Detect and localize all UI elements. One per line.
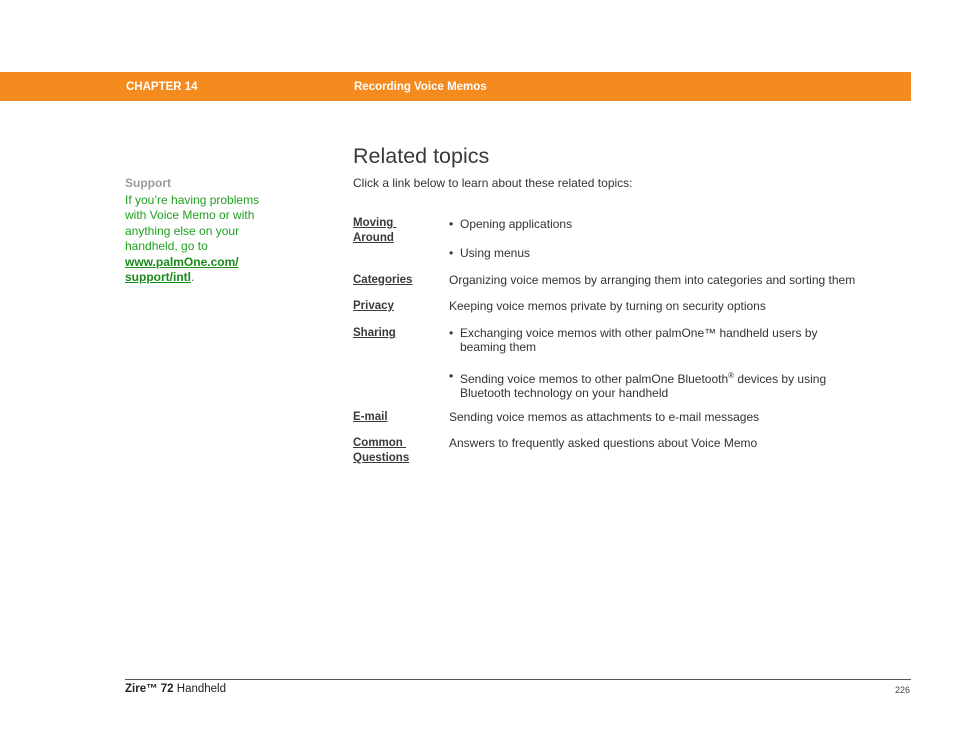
bullet-text-part: Sending voice memos to other palmOne Bluetooth — [460, 372, 729, 386]
footer-divider — [125, 679, 911, 680]
link-common-questions-line2: Questions — [353, 452, 410, 464]
bullet-text-part: devices by using — [734, 372, 827, 386]
support-link[interactable]: www.palmOne.com/ — [125, 254, 239, 269]
bullet-text: Using menus — [460, 246, 531, 260]
common-questions-description: Answers to frequently asked questions about Voice Memo — [449, 436, 758, 450]
support-text-line: If you’re having problems — [125, 192, 260, 207]
link-moving-around[interactable] — [353, 216, 433, 246]
intro-text: Click a link below to learn about these related topics: — [353, 176, 633, 190]
link-email[interactable]: E-mail — [353, 411, 388, 423]
footer-product-suffix: Handheld — [173, 683, 227, 695]
categories-description: Organizing voice memos by arranging them into categories and sorting them — [449, 273, 856, 287]
page-number: 226 — [895, 685, 911, 695]
bullet-dot: • — [449, 217, 454, 231]
support-text-line: handheld, go to — [125, 239, 208, 253]
bullet-text-line: Exchanging voice memos with other palmOne™ handheld users by — [460, 326, 818, 340]
support-period: . — [191, 270, 195, 284]
footer-product-name: Zire™ 72 — [125, 683, 174, 695]
bullet-item — [449, 217, 879, 231]
link-categories[interactable]: Categories — [353, 274, 413, 286]
link-moving-around-line2: Around — [353, 232, 394, 244]
link-common-questions[interactable] — [353, 436, 433, 466]
link-privacy[interactable]: Privacy — [353, 300, 394, 312]
page-title: Related topics — [353, 144, 490, 168]
email-description: Sending voice memos as attachments to e-mail messages — [449, 410, 760, 424]
footer-product — [125, 683, 226, 695]
bullet-dot: • — [449, 369, 454, 383]
support-heading: Support — [125, 176, 171, 190]
privacy-description: Keeping voice memos private by turning on security options — [449, 299, 766, 313]
bullet-text-line: beaming them — [460, 340, 537, 354]
bullet-item — [449, 369, 879, 400]
registered-mark: ® — [728, 371, 735, 380]
bullet-dot: • — [449, 246, 454, 260]
bullet-item — [449, 246, 879, 260]
bullet-item — [449, 326, 879, 354]
bullet-text-line — [449, 369, 879, 386]
link-sharing[interactable]: Sharing — [353, 327, 396, 339]
chapter-label: CHAPTER 14 — [126, 81, 198, 93]
bullet-text: Opening applications — [460, 217, 573, 231]
bullet-dot: • — [449, 326, 454, 340]
support-text-line: anything else on your — [125, 223, 240, 238]
support-text-line: with Voice Memo or with — [125, 208, 255, 222]
bullet-text-line: Bluetooth technology on your handheld — [460, 386, 669, 400]
link-common-questions-line1: Common — [353, 437, 407, 449]
chapter-header-bar — [0, 72, 911, 101]
link-moving-around-line1: Moving — [353, 217, 397, 229]
chapter-title: Recording Voice Memos — [354, 81, 487, 93]
support-sidebar — [125, 176, 285, 286]
support-link-continued[interactable]: support/intl — [125, 270, 191, 284]
